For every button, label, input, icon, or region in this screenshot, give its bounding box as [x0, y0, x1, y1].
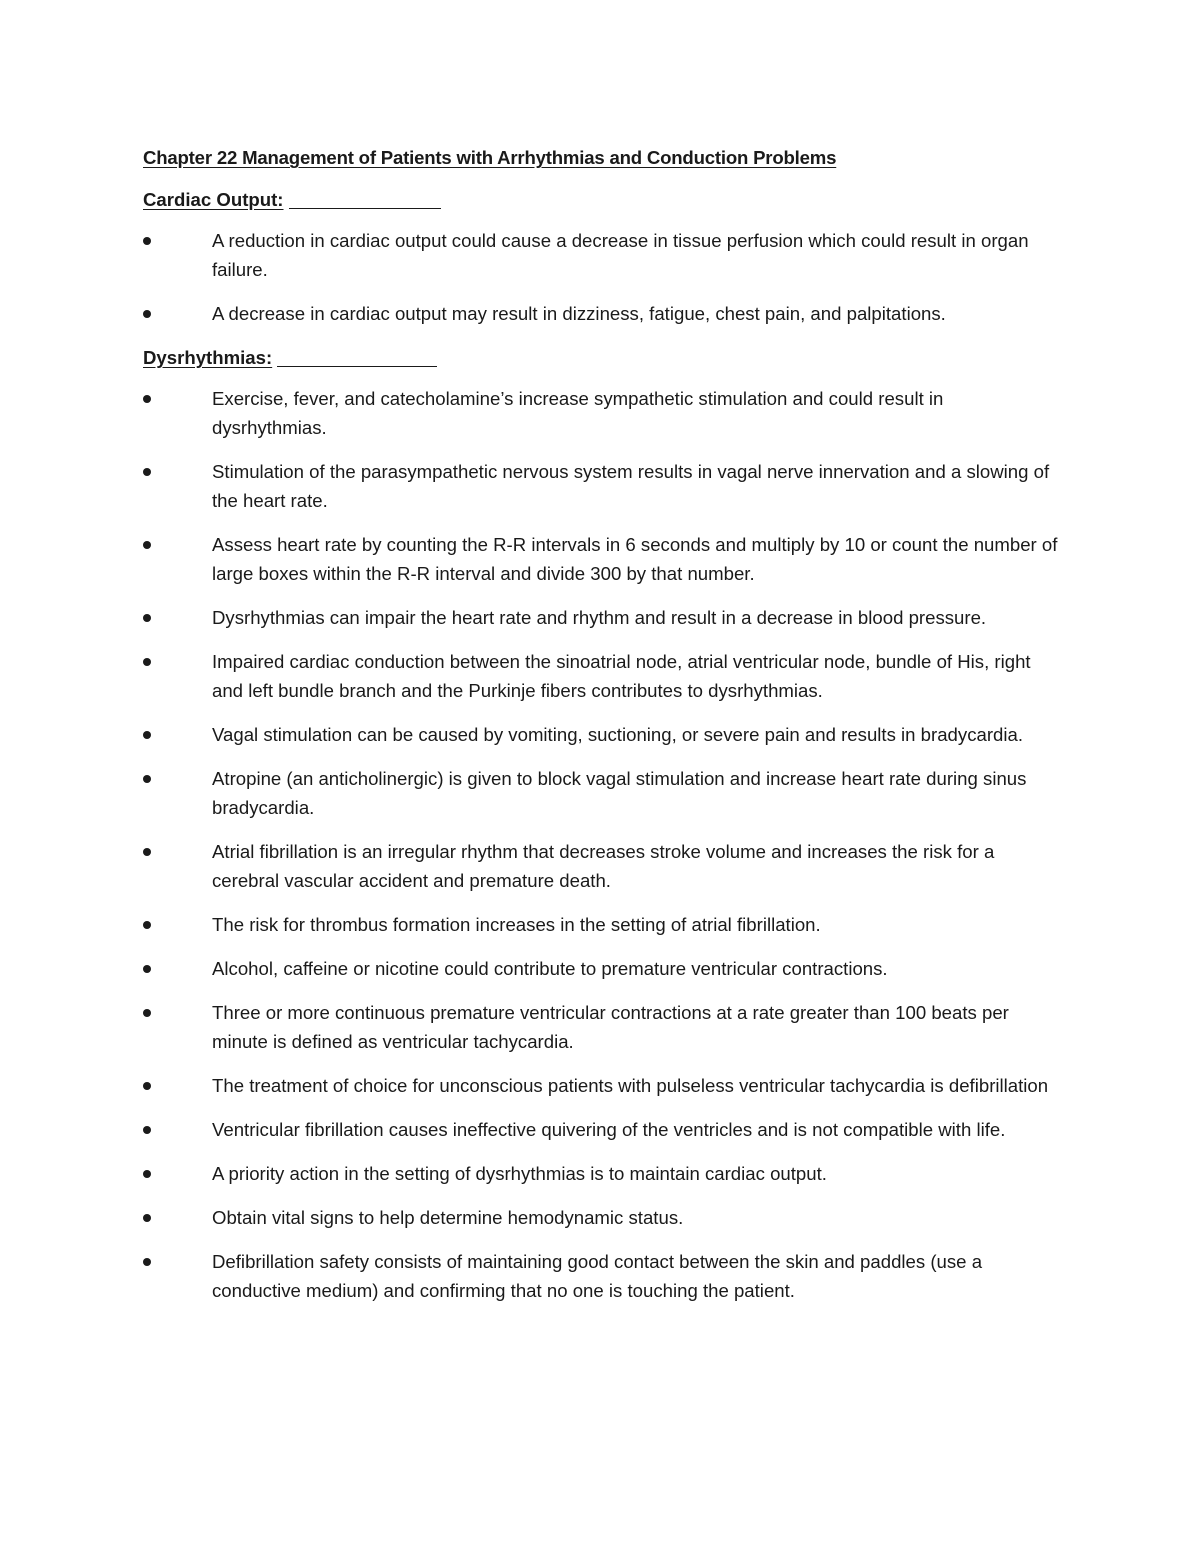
- list-item: [143, 720, 1058, 749]
- list-item: [143, 530, 1058, 588]
- bullet-icon: [143, 1170, 151, 1178]
- document-title: Chapter 22 Management of Patients with Arrhythmias and Conduction Problems: [143, 147, 837, 168]
- bullet-icon: [143, 1126, 151, 1134]
- bullet-icon: [143, 237, 151, 245]
- list-item-text: Obtain vital signs to help determine hemodynamic status.: [212, 1207, 684, 1228]
- bullet-icon: [143, 1009, 151, 1017]
- list-item: [143, 764, 1058, 822]
- bullet-icon: [143, 1082, 151, 1090]
- bullet-icon: [143, 731, 151, 739]
- list-item-text: A reduction in cardiac output could cause a decrease in tissue perfusion which could result in organ failure.: [212, 230, 1029, 280]
- list-item-text: The treatment of choice for unconscious patients with pulseless ventricular tachycardia is defibrillation: [212, 1075, 1049, 1096]
- document-page: [143, 143, 1058, 1320]
- bullet-icon: [143, 921, 151, 929]
- list-item-text: Dysrhythmias can impair the heart rate and rhythm and result in a decrease in blood pressure.: [212, 607, 987, 628]
- list-item-text: Assess heart rate by counting the R-R intervals in 6 seconds and multiply by 10 or count the number of large boxes within the R-R interval and divide 300 by that number.: [212, 534, 1058, 584]
- bullet-icon: [143, 395, 151, 403]
- bullet-icon: [143, 1258, 151, 1266]
- list-item: [143, 457, 1058, 515]
- list-item: [143, 910, 1058, 939]
- list-item: [143, 226, 1058, 284]
- list-item-text: Atropine (an anticholinergic) is given to block vagal stimulation and increase heart rate during sinus bradycardia.: [212, 768, 1027, 818]
- list-item: [143, 1159, 1058, 1188]
- list-item-text: Ventricular fibrillation causes ineffective quivering of the ventricles and is not compatible with life.: [212, 1119, 1006, 1140]
- bullet-icon: [143, 468, 151, 476]
- list-item: [143, 954, 1058, 983]
- list-item: [143, 1115, 1058, 1144]
- list-item: [143, 384, 1058, 442]
- list-item: [143, 603, 1058, 632]
- bullet-list-dysrhythmias: [143, 384, 1058, 1305]
- list-item: [143, 998, 1058, 1056]
- list-item: [143, 299, 1058, 328]
- list-item-text: Exercise, fever, and catecholamine’s increase sympathetic stimulation and could result in dysrhythmias.: [212, 388, 944, 438]
- list-item-text: Defibrillation safety consists of maintaining good contact between the skin and paddles (use a conductive medium) and confirming that no one is touching the patient.: [212, 1251, 983, 1301]
- bullet-icon: [143, 658, 151, 666]
- list-item-text: Alcohol, caffeine or nicotine could contribute to premature ventricular contractions.: [212, 958, 888, 979]
- heading-underline-rule: [277, 366, 437, 367]
- list-item-text: Impaired cardiac conduction between the sinoatrial node, atrial ventricular node, bundle of His, right and left bundle branch and the Purkinje fibers contributes to dysrhythmias.: [212, 651, 1031, 701]
- heading-underline-rule: [289, 208, 441, 209]
- list-item-text: Stimulation of the parasympathetic nervous system results in vagal nerve innervation and a slowing of the heart rate.: [212, 461, 1050, 511]
- list-item: [143, 647, 1058, 705]
- list-item-text: The risk for thrombus formation increases in the setting of atrial fibrillation.: [212, 914, 821, 935]
- bullet-icon: [143, 614, 151, 622]
- list-item-text: Atrial fibrillation is an irregular rhythm that decreases stroke volume and increases the risk for a cerebral vascular accident and premature death.: [212, 841, 995, 891]
- bullet-icon: [143, 1214, 151, 1222]
- section-heading-dysrhythmias: [143, 343, 1058, 372]
- list-item-text: Vagal stimulation can be caused by vomiting, suctioning, or severe pain and results in bradycardia.: [212, 724, 1023, 745]
- section-heading-text: Cardiac Output:: [143, 189, 284, 210]
- list-item-text: A priority action in the setting of dysrhythmias is to maintain cardiac output.: [212, 1163, 827, 1184]
- section-heading-cardiac-output: [143, 185, 1058, 214]
- list-item-text: Three or more continuous premature ventricular contractions at a rate greater than 100 beats per minute is defined as ventricular tachycardia.: [212, 1002, 1009, 1052]
- bullet-icon: [143, 965, 151, 973]
- section-heading-text: Dysrhythmias:: [143, 347, 273, 368]
- bullet-icon: [143, 541, 151, 549]
- list-item: [143, 837, 1058, 895]
- bullet-icon: [143, 848, 151, 856]
- list-item: [143, 1247, 1058, 1305]
- list-item-text: A decrease in cardiac output may result in dizziness, fatigue, chest pain, and palpitations.: [212, 303, 946, 324]
- bullet-list-cardiac-output: [143, 226, 1058, 328]
- list-item: [143, 1203, 1058, 1232]
- list-item: [143, 1071, 1058, 1100]
- bullet-icon: [143, 775, 151, 783]
- bullet-icon: [143, 310, 151, 318]
